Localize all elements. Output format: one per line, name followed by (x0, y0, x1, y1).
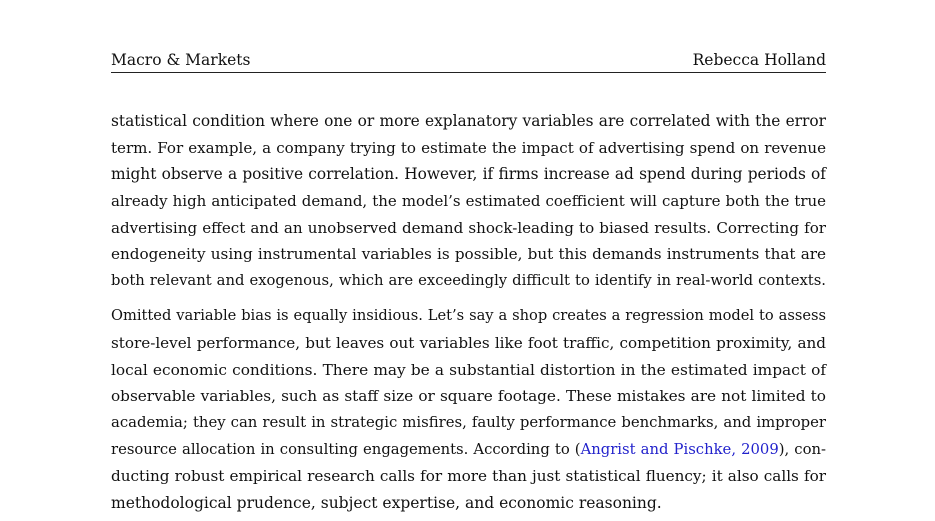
citation-link[interactable] (581, 441, 779, 458)
paragraph-spacer (111, 295, 826, 304)
paragraph-endogeneity (111, 108, 826, 295)
running-header (111, 50, 826, 73)
citation-authors: Angrist and Pischke (580, 440, 732, 458)
text-line: endogeneity using instrumental variables is possible, but this demands instruments that are (111, 245, 826, 264)
text-segment: ), con- (778, 440, 826, 458)
text-line-with-citation (111, 437, 826, 464)
text-line: term. For example, a company trying to estimate the impact of advertising spend on revenue (111, 138, 826, 157)
text-line: might observe a positive correlation. However, if firms increase ad spend during periods of (111, 165, 826, 184)
author-name: Rebecca Holland (692, 51, 826, 69)
text-segment: resource allocation in consulting engagements. According to ( (111, 440, 581, 458)
text-line: already high anticipated demand, the model’s estimated coefficient will capture both the true (111, 192, 826, 211)
text-line: methodological prudence, subject expertise, and economic reasoning. (111, 494, 662, 513)
text-line: ducting robust empirical research calls for more than just statistical fluency; it also calls for (111, 467, 826, 486)
text-line: academia; they can result in strategic misfires, faulty performance benchmarks, and improper (111, 414, 826, 432)
journal-title: Macro & Markets (111, 51, 251, 69)
text-line: advertising effect and an unobserved demand shock-leading to biased results. Correcting for (111, 218, 826, 237)
text-line: statistical condition where one or more explanatory variables are correlated with the error (111, 112, 826, 130)
citation-year: 2009 (741, 440, 779, 458)
text-line: Omitted variable bias is equally insidious. Let’s say a shop creates a regression model to assess (111, 307, 826, 325)
text-line: local economic conditions. There may be a substantial distortion in the estimated impact of (111, 360, 826, 379)
citation-separator: , (731, 440, 742, 458)
text-line: both relevant and exogenous, which are exceedingly difficult to identify in real-world contexts. (111, 272, 826, 290)
body-text (111, 108, 826, 517)
paragraph-omitted-variable-bias (111, 303, 826, 517)
text-line: store-level performance, but leaves out variables like foot traffic, competition proximity, and (111, 334, 826, 352)
text-line: observable variables, such as staff size or square footage. These mistakes are not limited to (111, 387, 826, 406)
